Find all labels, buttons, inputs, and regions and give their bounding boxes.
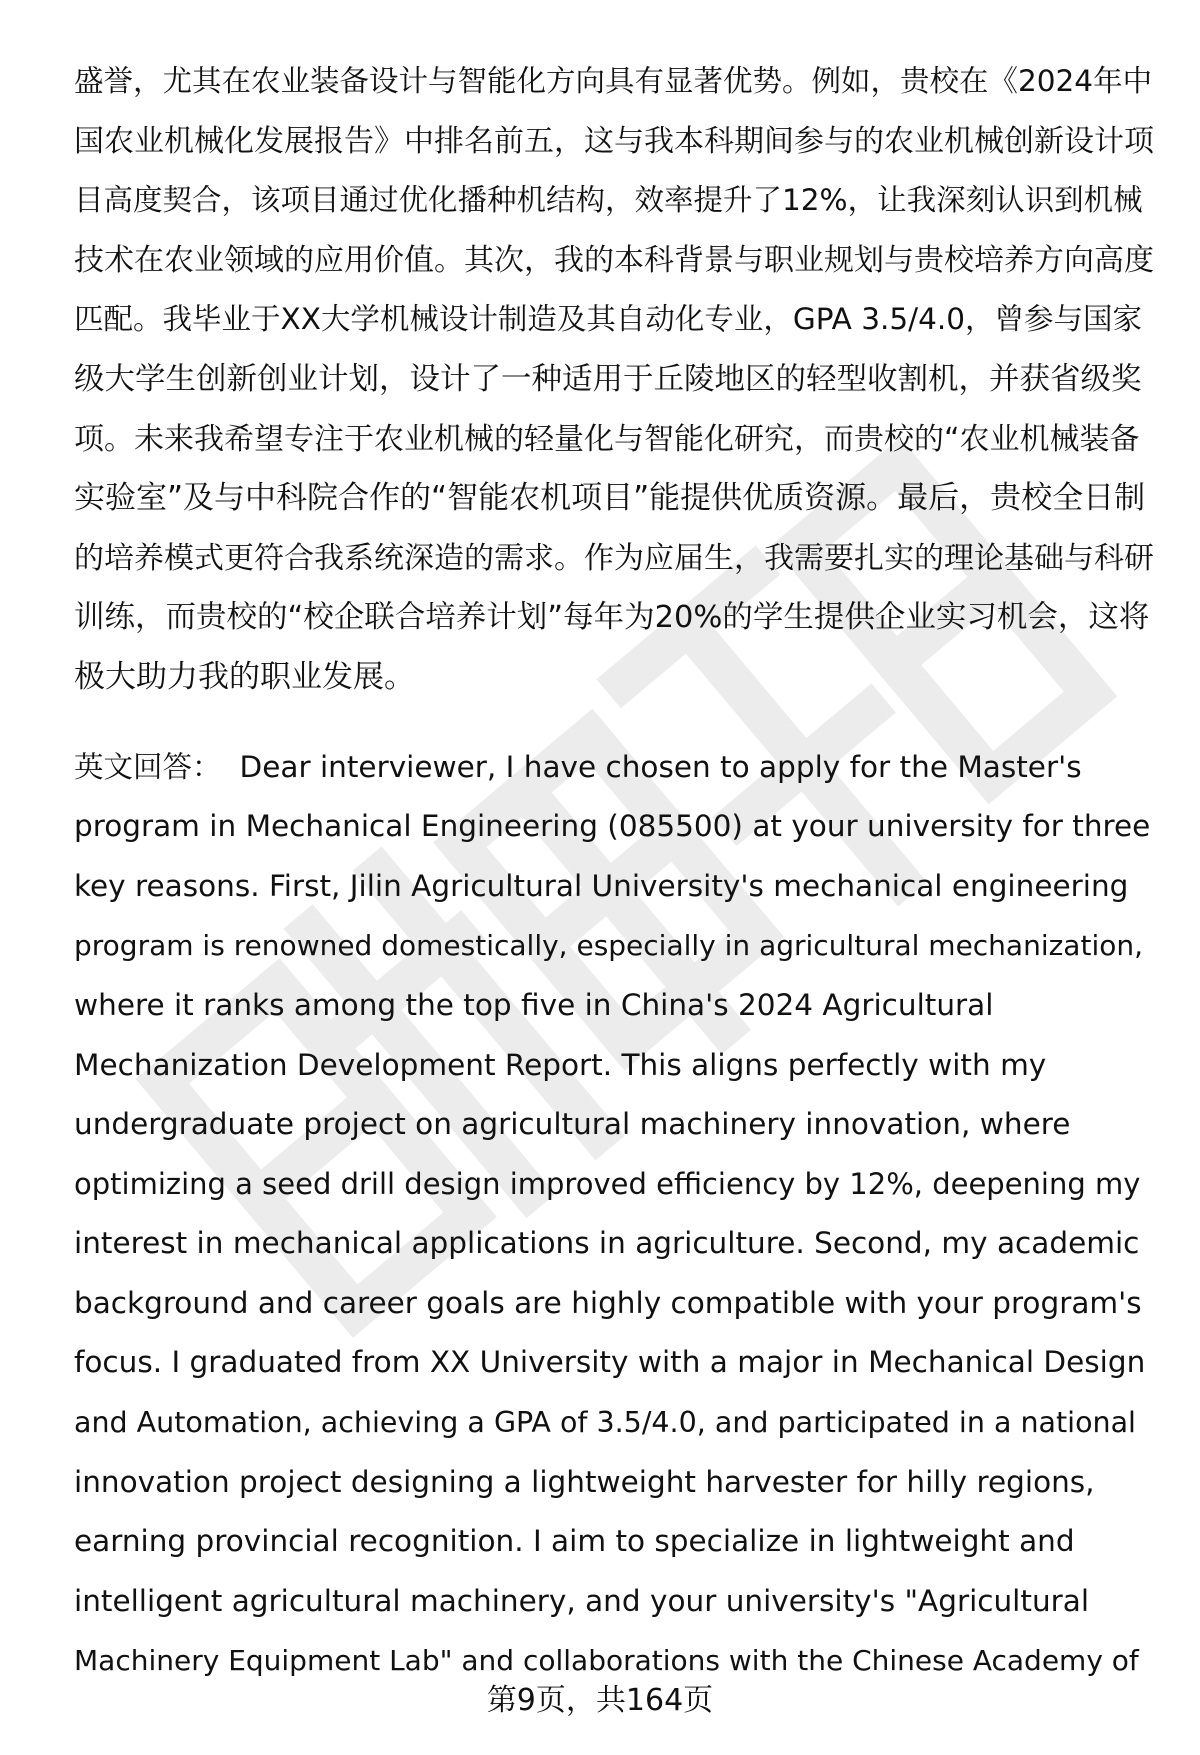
english-first-line-text: Dear interviewer, I have chosen to apply for the Master's [239, 749, 1082, 784]
text-line: 训练，而贵校的“校企联合培养计划”每年为20%的学生提供企业实习机会，这将 [74, 600, 1150, 636]
text-line: 项。未来我希望专注于农业机械的轻量化与智能化研究，而贵校的“农业机械装备 [74, 421, 1140, 457]
page-number-footer: 第9页，共164页 [486, 1683, 714, 1718]
text-line: 级大学生创新创业计划，设计了一种适用于丘陵地区的轻型收割机，并获省级奖 [74, 361, 1142, 397]
text-line: innovation project designing a lightweight harvester for hilly regions, [74, 1464, 1095, 1499]
text-line: where it ranks among the top five in China's 2024 Agricultural [74, 987, 994, 1022]
text-line: 极大助力我的职业发展。 [74, 658, 415, 695]
chinese-answer-paragraph [74, 52, 1154, 708]
text-line: earning provincial recognition. I aim to specialize in lightweight and [74, 1524, 1075, 1559]
text-line: 的培养模式更符合我系统深造的需求。作为应届生，我需要扎实的理论基础与科研 [74, 540, 1154, 576]
text-line: 目高度契合，该项目通过优化播种机结构，效率提升了12%，让我深刻认识到机械 [74, 183, 1143, 218]
text-line: and Automation, achieving a GPA of 3.5/4.0, and participated in a national [74, 1406, 1136, 1440]
text-line: optimizing a seed drill design improved efficiency by 12%, deepening my [74, 1166, 1141, 1201]
text-line: Mechanization Development Report. This aligns perfectly with my [74, 1047, 1047, 1082]
english-answer-paragraph [74, 738, 1154, 1692]
text-line: background and career goals are highly compatible with your program's [74, 1285, 1142, 1320]
text-line: 技术在农业领域的应用价值。其次，我的本科背景与职业规划与贵校培养方向高度 [74, 242, 1154, 278]
text-line: Machinery Equipment Lab" and collaborations with the Chinese Academy of [74, 1644, 1139, 1678]
text-line: key reasons. First, Jilin Agricultural University's mechanical engineering [74, 868, 1129, 903]
text-line: 实验室”及与中科院合作的“智能农机项目”能提供优质资源。最后，贵校全日制 [74, 480, 1146, 517]
english-answer-label: 英文回答： [74, 749, 222, 784]
text-line: interest in mechanical applications in agriculture. Second, my academic [74, 1226, 1140, 1261]
text-line: 国农业机械化发展报告》中排名前五，这与我本科期间参与的农业机械创新设计项 [74, 123, 1154, 159]
text-line: 盛誉，尤其在农业装备设计与智能化方向具有显著优势。例如，贵校在《2024年中 [74, 64, 1153, 98]
text-line [74, 738, 1154, 798]
text-line: 匹配。我毕业于XX大学机械设计制造及其自动化专业，GPA 3.5/4.0，曾参与国家 [74, 302, 1143, 337]
text-line: undergraduate project on agricultural machinery innovation, where [74, 1107, 1071, 1142]
document-body [74, 52, 1154, 1691]
text-line: intelligent agricultural machinery, and your university's "Agricultural [74, 1583, 1090, 1618]
text-line: focus. I graduated from XX University with a major in Mechanical Design [74, 1345, 1146, 1380]
text-line: program is renowned domestically, especially in agricultural mechanization, [74, 929, 1144, 963]
text-line: program in Mechanical Engineering (085500) at your university for three [74, 809, 1151, 844]
